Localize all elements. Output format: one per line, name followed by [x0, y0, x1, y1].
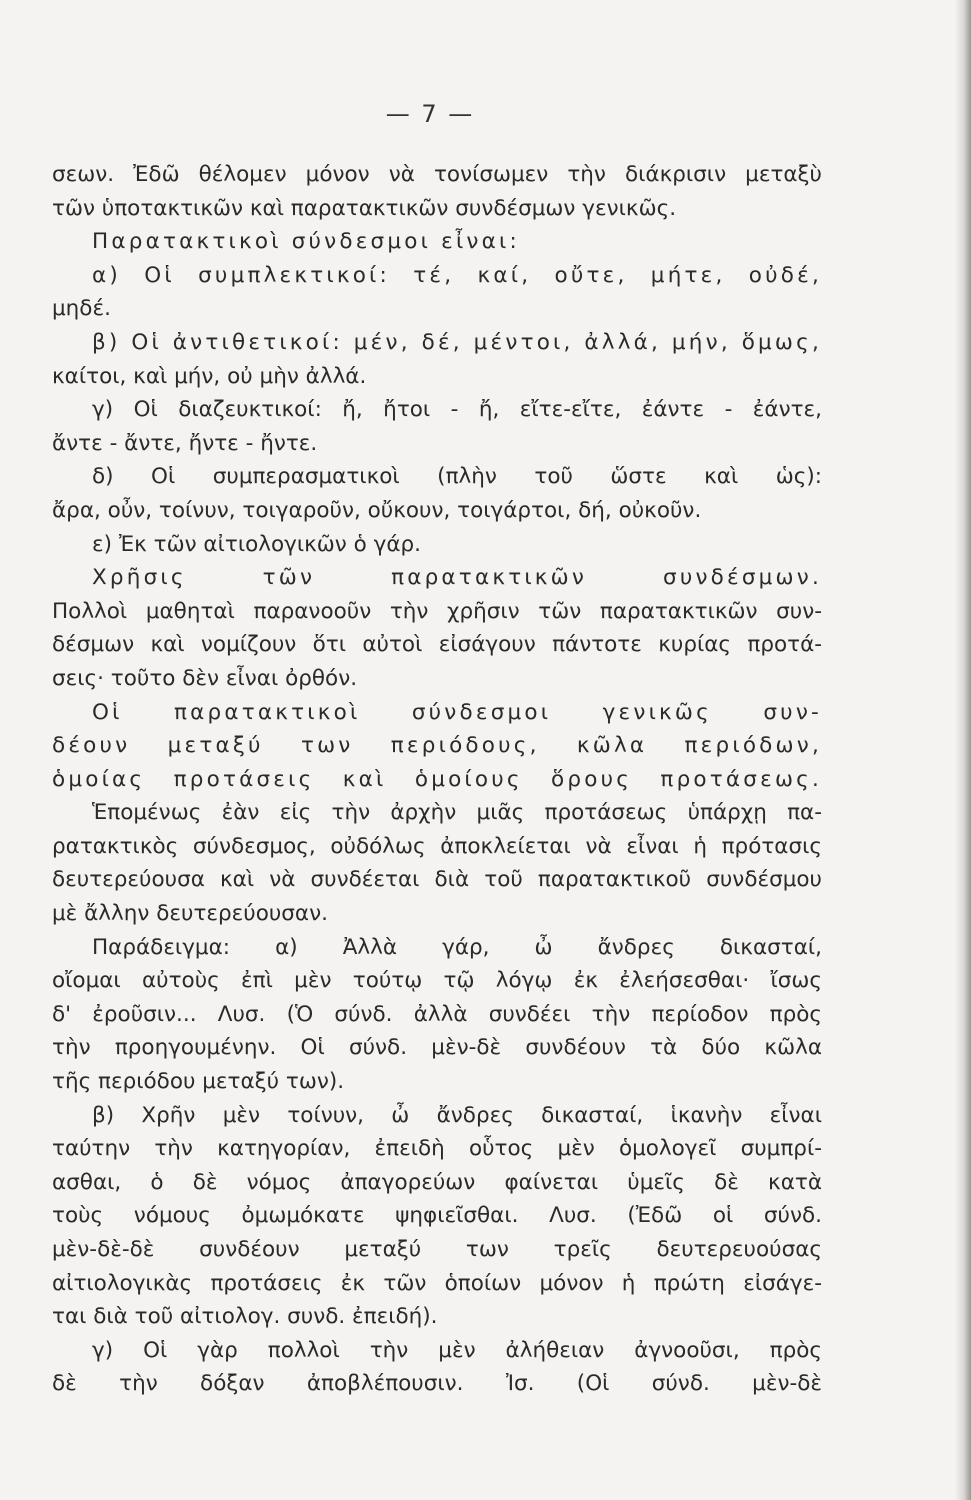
- text-line: τῶν ὑποτακτικῶν καὶ παρατακτικῶν συνδέσμων γενικῶς.: [52, 195, 677, 221]
- text-line: καίτοι, καὶ μήν, οὐ μὴν ἀλλά.: [52, 363, 367, 389]
- text-line: τοὺς νόμους ὀμωμόκατε ψηφιεῖσθαι. Λυσ. (Ἐδῶ οἱ σύνδ.: [52, 1203, 822, 1229]
- text-line: μὲν-δὲ-δὲ συνδέουν μεταξύ των τρεῖς δευτερευούσας: [52, 1237, 822, 1262]
- text-line: γ) Οἱ γὰρ πολλοὶ τὴν μὲν ἀλήθειαν ἀγνοοῦσι, πρὸς: [92, 1337, 822, 1363]
- text-line: ταύτην τὴν κατηγορίαν, ἐπειδὴ οὗτος μὲν ὁμολογεῖ συμπρί-: [52, 1136, 822, 1162]
- text-line: δέουν μεταξύ των περιόδους, κῶλα περιόδων,: [52, 733, 822, 759]
- text-line: σεις· τοῦτο δὲν εἶναι ὀρθόν.: [52, 665, 358, 691]
- text-line: δ) Οἱ συμπερασματικοὶ (πλὴν τοῦ ὥστε καὶ ὡς):: [92, 464, 822, 490]
- text-line: αἰτιολογικὰς προτάσεις ἐκ τῶν ὁποίων μόνον ἡ πρώτη εἰσάγε-: [52, 1270, 822, 1296]
- text-line: δέσμων καὶ νομίζουν ὅτι αὐτοὶ εἰσάγουν πάντοτε κυρίας προτά-: [52, 632, 822, 658]
- text-line: σεων. Ἐδῶ θέλομεν μόνον νὰ τονίσωμεν τὴν διάκρισιν μεταξὺ: [52, 162, 822, 187]
- text-line: ἄντε - ἄντε, ἤντε - ἤντε.: [52, 430, 318, 456]
- text-line: Οἱ παρατακτικοὶ σύνδεσμοι γενικῶς συν-: [92, 699, 822, 725]
- text-line: οἴομαι αὐτοὺς ἐπὶ μὲν τούτῳ τῷ λόγῳ ἐκ ἐλεήσεσθαι· ἴσως: [52, 968, 822, 994]
- page-number: — 7 —: [385, 100, 475, 128]
- text-line: ἄρα, οὖν, τοίνυν, τοιγαροῦν, οὔκουν, τοιγάρτοι, δή, οὐκοῦν.: [52, 497, 702, 523]
- text-line: μηδέ.: [52, 296, 111, 322]
- text-line: δ' ἐροῦσιν... Λυσ. (Ὁ σύνδ. ἀλλὰ συνδέει τὴν περίοδον πρὸς: [52, 1001, 822, 1027]
- text-line: γ) Οἱ διαζευκτικοί: ἤ, ἤτοι - ἤ, εἴτε-εἴτε, ἐάντε - ἐάντε,: [92, 397, 822, 423]
- text-line: ε) Ἐκ τῶν αἰτιολογικῶν ὁ γάρ.: [92, 531, 422, 557]
- text-line: τὴν προηγουμένην. Οἱ σύνδ. μὲν-δὲ συνδέουν τὰ δύο κῶλα: [52, 1035, 822, 1061]
- page-edge-shadow: [955, 0, 971, 1500]
- text-line: β) Χρῆν μὲν τοίνυν, ὦ ἄνδρες δικασταί, ἱκανὴν εἶναι: [92, 1102, 822, 1128]
- text-line: ται διὰ τοῦ αἰτιολογ. συνδ. ἐπειδή).: [52, 1304, 438, 1330]
- text-line: Παρατακτικοὶ σύνδεσμοι εἶναι:: [92, 229, 520, 255]
- text-line: ασθαι, ὁ δὲ νόμος ἀπαγορεύων φαίνεται ὑμεῖς δὲ κατὰ: [52, 1169, 822, 1195]
- text-line: Χρῆσις τῶν παρατακτικῶν συνδέσμων.: [92, 565, 822, 591]
- text-line: Ἑπομένως ἐὰν εἰς τὴν ἀρχὴν μιᾶς προτάσεως ὑπάρχῃ πα-: [92, 800, 822, 826]
- text-line: Παράδειγμα: α) Ἀλλὰ γάρ, ὦ ἄνδρες δικασταί,: [92, 934, 822, 960]
- text-line: β) Οἱ ἀντιθετικοί: μέν, δέ, μέντοι, ἀλλά, μήν, ὅμως,: [92, 329, 822, 355]
- body-text: [52, 158, 822, 1401]
- text-line: ρατακτικὸς σύνδεσμος, οὐδόλως ἀποκλείεται νὰ εἶναι ἡ πρότασις: [52, 833, 822, 859]
- text-line: δευτερεύουσα καὶ νὰ συνδέεται διὰ τοῦ παρατακτικοῦ συνδέσμου: [52, 867, 822, 893]
- text-line: Πολλοὶ μαθηταὶ παρανοοῦν τὴν χρῆσιν τῶν παρατακτικῶν συν-: [52, 598, 822, 624]
- text-line: τῆς περιόδου μεταξύ των).: [52, 1069, 345, 1095]
- text-line: ὁμοίας προτάσεις καὶ ὁμοίους ὅρους προτάσεως.: [52, 766, 822, 792]
- text-line: δὲ τὴν δόξαν ἀποβλέπουσιν. Ἰσ. (Οἱ σύνδ. μὲν-δὲ: [52, 1371, 822, 1397]
- text-line: α) Οἱ συμπλεκτικοί: τέ, καί, οὔτε, μήτε, οὐδέ,: [92, 262, 822, 288]
- text-line: μὲ ἄλλην δευτερεύουσαν.: [52, 901, 328, 927]
